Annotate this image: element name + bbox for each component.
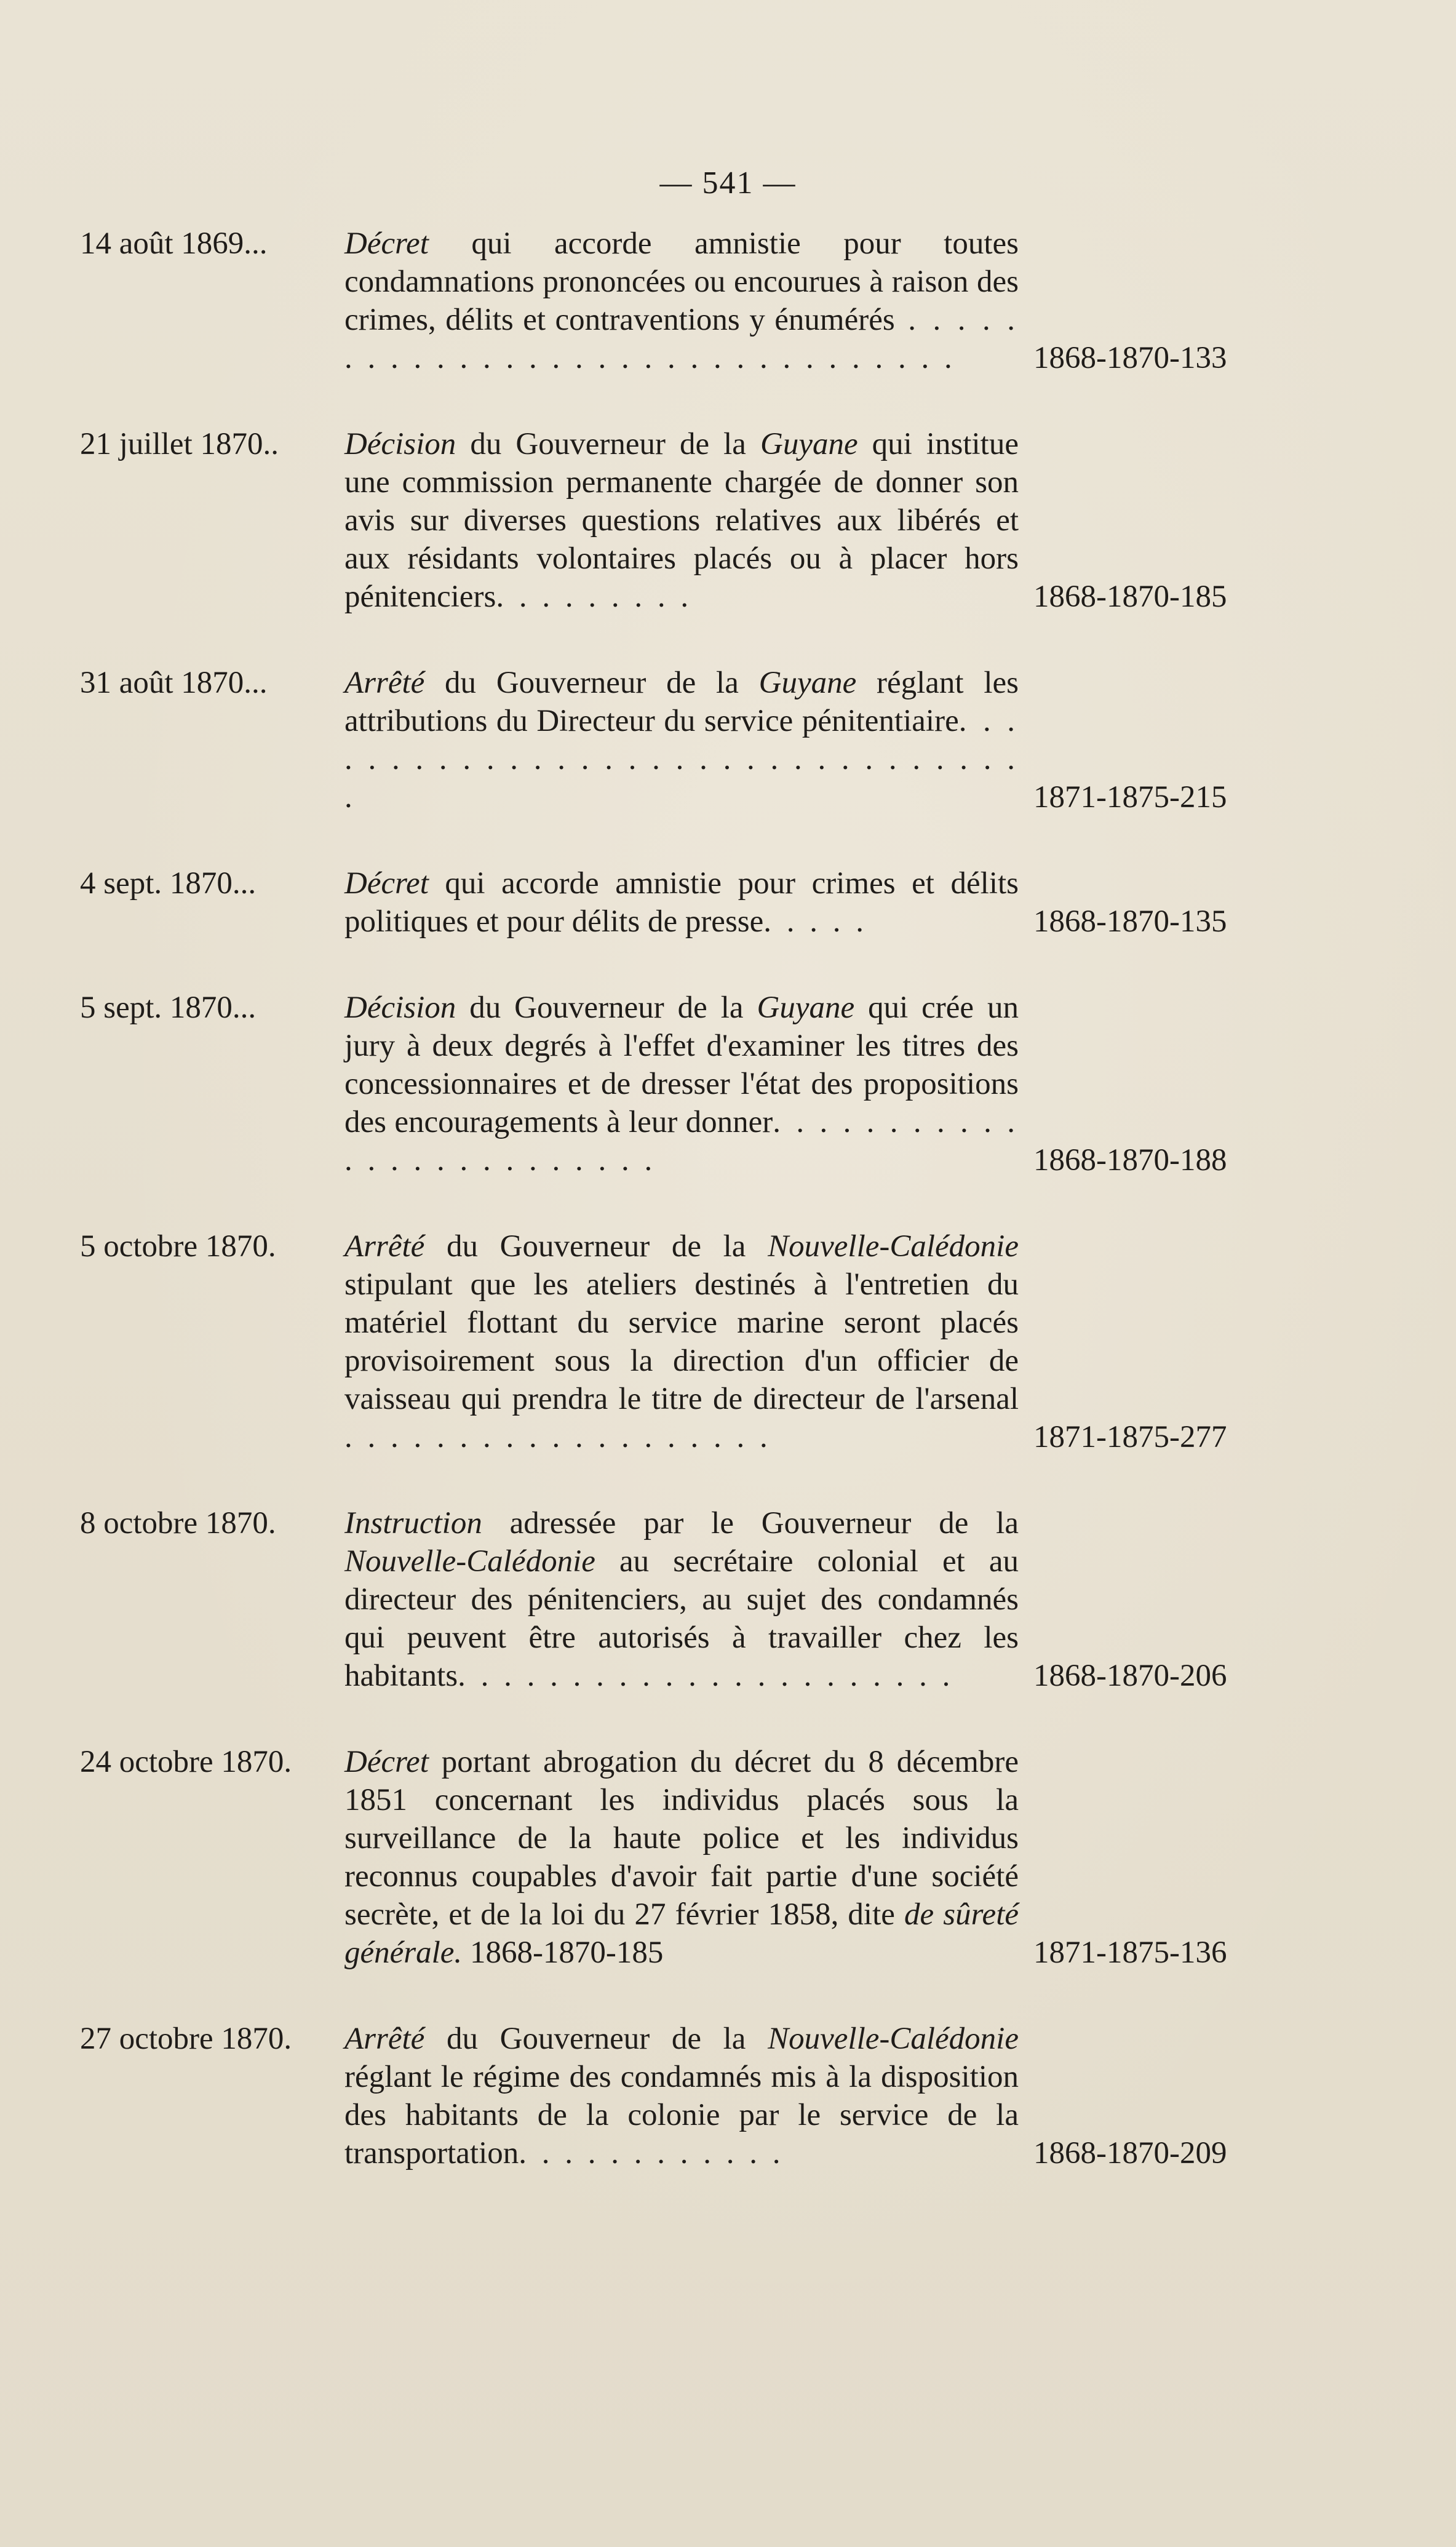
entry-text-segment: du Gouverneur de la	[424, 1229, 768, 1264]
entry	[80, 2020, 1286, 2172]
entry-text-segment: stipulant que les ateliers destinés à l'entretien du matériel flottant du service marine seront placés provisoirement sous la direction d'un officier de vaisseau qui prendra le titre de directeur de l'arsenal	[344, 1267, 1019, 1416]
entry-text	[344, 864, 1019, 941]
dot-leader: . . . . . . . . . . . .	[519, 2136, 784, 2170]
entry-text	[344, 1504, 1019, 1695]
entry-text-segment: qui accorde amnistie pour toutes condamnations prononcées ou encourues à raison des crimes, délits et contraventions y énumérés	[344, 226, 1019, 337]
entry-text-segment: qui accorde amnistie pour crimes et délits politiques et pour délits de presse	[344, 866, 1019, 939]
entry-text-segment: du Gouverneur de la	[456, 427, 760, 461]
entry-text-segment: Nouvelle-Calédonie	[768, 1229, 1019, 1264]
entry-date: 4 sept. 1870...	[80, 866, 257, 901]
entry-date: 21 juillet 1870..	[80, 427, 279, 461]
entry-date: 14 août 1869...	[80, 226, 268, 261]
entry-text-segment: du Gouverneur de la	[424, 2022, 768, 2056]
entry-text-segment: du Gouverneur de la	[424, 666, 759, 700]
entry-text-segment: Arrêté	[344, 1229, 425, 1264]
dot-leader: . . . . . . . . . . . . . . . . . . . . . . . . .	[344, 1105, 1019, 1178]
entry	[80, 425, 1286, 616]
entry-text	[344, 989, 1019, 1179]
page-number: — 541 —	[659, 165, 797, 201]
entry-text	[344, 1743, 1019, 1972]
entry-date: 27 octobre 1870.	[80, 2022, 292, 2056]
entry-date: 5 sept. 1870...	[80, 990, 257, 1025]
entry-text-segment: Nouvelle-Calédonie	[344, 1544, 595, 1579]
entry-text-segment: qui crée un jury à deux degrés à l'effet d'examiner les titres des concessionnaires et de dresser l'état des propositions des encouragements à leur donner	[344, 990, 1019, 1139]
entry-text-segment: Décret	[344, 226, 429, 261]
entry-text-segment: qui institue une commission permanente chargée de donner son avis sur diverses questions relatives aux libérés et aux résidants volontaires placés ou à placer hors pénitenciers	[344, 427, 1019, 614]
entry-reference: 1868-1870-185	[1033, 580, 1227, 614]
entry-text-segment: réglant les attributions du Directeur du service pénitentiaire	[344, 666, 1019, 738]
entry-text	[344, 425, 1019, 616]
entry-text-segment: Instruction	[344, 1506, 482, 1541]
entry-list	[80, 225, 1286, 2220]
entry-text-segment: au secrétaire colonial et au directeur des pénitenciers, au sujet des condamnés qui peuvent être autorisés à travailler chez les habitants	[344, 1544, 1019, 1693]
dot-leader: . . . . . . . . . . . . . . . . . . .	[344, 1420, 771, 1454]
entry-text-segment: Nouvelle-Calédonie	[768, 2022, 1019, 2056]
entry-text-segment: adressée par le Gouverneur de la	[482, 1506, 1019, 1541]
entry-text-segment: Décision	[344, 990, 456, 1025]
entry-text-segment: Guyane	[757, 990, 855, 1025]
dot-leader: . . . . . . . . . . . . . . . . . . . . . .	[458, 1659, 954, 1693]
entry-text-segment: Arrêté	[344, 2022, 425, 2056]
entry-reference: 1868-1870-133	[1033, 341, 1227, 375]
entry-text	[344, 664, 1019, 816]
entry-date: 24 octobre 1870.	[80, 1745, 292, 1779]
entry-text-segment: portant abrogation du décret du 8 décembre 1851 concernant les individus placés sous la surveillance de la haute police et les individus reconnus coupables d'avoir fait partie d'une société secrète, et de la loi du 27 février 1858, dite	[344, 1745, 1019, 1932]
entry-text-segment: Décret	[344, 1745, 429, 1779]
entry-text-segment: Décret	[344, 866, 429, 901]
dot-leader: . . . . .	[763, 904, 868, 939]
entry	[80, 664, 1286, 816]
entry-reference: 1868-1870-188	[1033, 1143, 1227, 1178]
entry-text-segment: Guyane	[760, 427, 858, 461]
dot-leader: . . . . . . . . . . . . . . . . . . . . . . . . . . . . . . . .	[344, 303, 1019, 375]
entry-text-segment: Arrêté	[344, 666, 425, 700]
entry-reference: 1871-1875-136	[1033, 1935, 1227, 1970]
entry-text-segment: Décision	[344, 427, 456, 461]
entry-reference: 1868-1870-135	[1033, 904, 1227, 939]
entry-text	[344, 225, 1019, 377]
entry-text	[344, 2020, 1019, 2172]
entry-text-segment: de sûreté générale.	[344, 1897, 1019, 1970]
entry-reference: 1868-1870-206	[1033, 1659, 1227, 1693]
entry-text	[344, 1227, 1019, 1456]
entry	[80, 1227, 1286, 1456]
dot-leader: . . . . . . . . . . . . . . . . . . . . . . . . . . . . . . . . .	[344, 704, 1019, 815]
entry-text-segment: du Gouverneur de la	[456, 990, 757, 1025]
entry-text-segment: Guyane	[758, 666, 857, 700]
entry-text-segment: 1868-1870-185	[462, 1935, 664, 1970]
entry-date: 5 octobre 1870.	[80, 1229, 276, 1264]
entry	[80, 989, 1286, 1179]
entry-date: 31 août 1870...	[80, 666, 268, 700]
entry	[80, 1743, 1286, 1972]
entry-date: 8 octobre 1870.	[80, 1506, 276, 1541]
entry-text-segment: réglant le régime des condamnés mis à la disposition des habitants de la colonie par le service de la transportation	[344, 2060, 1019, 2170]
entry	[80, 225, 1286, 377]
entry	[80, 864, 1286, 941]
entry-reference: 1871-1875-215	[1033, 780, 1227, 815]
entry	[80, 1504, 1286, 1695]
entry-reference: 1871-1875-277	[1033, 1420, 1227, 1454]
dot-leader: . . . . . . . . .	[496, 580, 693, 614]
entry-reference: 1868-1870-209	[1033, 2136, 1227, 2170]
